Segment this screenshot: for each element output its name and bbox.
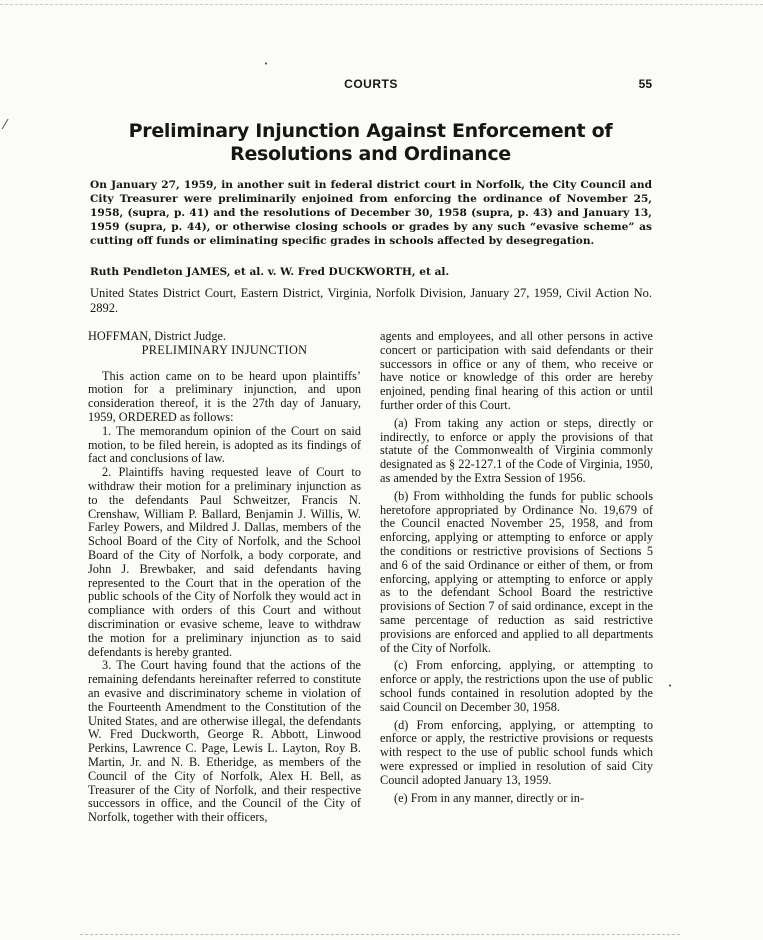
right-column (380, 330, 653, 805)
paragraph: 2. Plaintiffs having requested leave of Court to withdraw their motion for a preliminary injunction as to the defendants Paul Schweitzer, Francis N. Crenshaw, William P. Ballard, Benjamin J. Willis, W. Farley Powers, and Mildred J. Dallas, members of the School Board of the City of Norfolk, and the School Board of the City of Norfolk, a body corporate, and John J. Brewbaker, and said defendants having represented to the Court that in the operation of the public schools of the City of Norfolk they would act in compliance with orders of this Court and without discrimination or evasive scheme, leave to withdraw the motion for a preliminary injunction as to said defendants is hereby granted. (88, 465, 361, 659)
paragraph: This action came on to be heard upon plaintiffs’ motion for a preliminary injunction, and upon consideration thereof, it is the 27th day of January, 1959, ORDERED as follows: (88, 368, 361, 424)
paragraph: (e) From in any manner, directly or in- (394, 790, 585, 805)
section-heading: PRELIMINARY INJUNCTION (141, 342, 308, 357)
paragraph: 3. The Court having found that the actions of the remaining defendants hereinafter referred to constitute an evasive and discriminatory scheme in violation of the Fourteenth Amendment to the Constitution of the United States, and are otherwise illegal, the defendants W. Fred Duckworth, George R. Abbott, Linwood Perkins, Lawrence C. Page, Lewis L. Layton, Roy B. Martin, Jr. and N. B. Etheridge, as members of the Council of the City of Norfolk, Alex H. Bell, as Treasurer of the City of Norfolk, and their respective successors in office, and the Council of the City of Norfolk, together with their officers, (88, 658, 361, 825)
paragraph: (a) From taking any action or steps, directly or indirectly, to enforce or apply the provisions of that statute of the Commonwealth of Virginia commonly designated as § 22-127.1 of the Code of Virginia, 1950, as amended by the Extra Session of 1956. (380, 415, 653, 485)
judge-name: HOFFMAN, District Judge. (88, 329, 227, 343)
left-column (88, 330, 361, 825)
headnote: On January 27, 1959, in another suit in federal district court in Norfolk, the City Council and City Treasurer were preliminarily enjoined from enforcing the ordinance of November 25, 1958, (supra, p. 41) and the resolutions of December 30, 1958 (supra, p. 43) and January 13, 1959 (supra, p. 44), or otherwise closing schools or grades by any such “evasive scheme” as cutting off funds or eliminating specific grades in schools affected by desegregation. (90, 179, 652, 247)
case-caption: Ruth Pendleton JAMES, et al. v. W. Fred DUCKWORTH, et al. (90, 266, 450, 278)
running-header-section: COURTS (344, 77, 398, 91)
scan-edge-bottom (80, 934, 680, 935)
paragraph: (c) From enforcing, applying, or attempting to enforce or apply, the restrictions upon the use of public school funds contained in resolution adopted by the said Council on December 30, 1958. (380, 658, 653, 714)
paragraph: agents and employees, and all other persons in active concert or participation with said defendants or their successors in office or any of them, who receive or have notice or knowledge of this order are hereby enjoined, pending final hearing of this action or until further order of this Court. (380, 329, 653, 412)
page-number: 55 (638, 77, 652, 91)
paragraph: (d) From enforcing, applying, or attempting to enforce or apply, the restrictive provisions or requests with respect to the use of public school funds which were expressed or implied in resolution of said City Council adopted January 13, 1959. (380, 717, 653, 787)
margin-pen-mark: ⁄ (4, 118, 7, 133)
scan-speck: • (668, 682, 673, 690)
paragraph: (b) From withholding the funds for public schools heretofore appropriated by Ordinance No. 19,679 of the Council enacted November 25, 1958, and from enforcing, applying or attempting to enforce or apply the conditions or restrictive provisions of Sections 5 and 6 of the said Ordinance or either of them, or from enforcing, applying or attempting to enforce or apply as to the defendant School Board the restrictive provisions of Section 7 of said ordinance, except in the same percentage of reduction as said restrictive provisions are enforced and applied to all departments of the City of Norfolk. (380, 488, 653, 655)
running-header (90, 77, 652, 93)
paragraph: 1. The memorandum opinion of the Court on said motion, to be filed herein, is adopted as its findings of fact and conclusions of law. (88, 423, 361, 466)
scan-speck: • (264, 60, 269, 68)
article-title: Preliminary Injunction Against Enforcement of Resolutions and Ordinance (128, 120, 613, 165)
scan-edge-top (0, 4, 763, 5)
court-line: United States District Court, Eastern District, Virginia, Norfolk Division, January 27, 1959, Civil Action No. 2892. (90, 286, 652, 315)
